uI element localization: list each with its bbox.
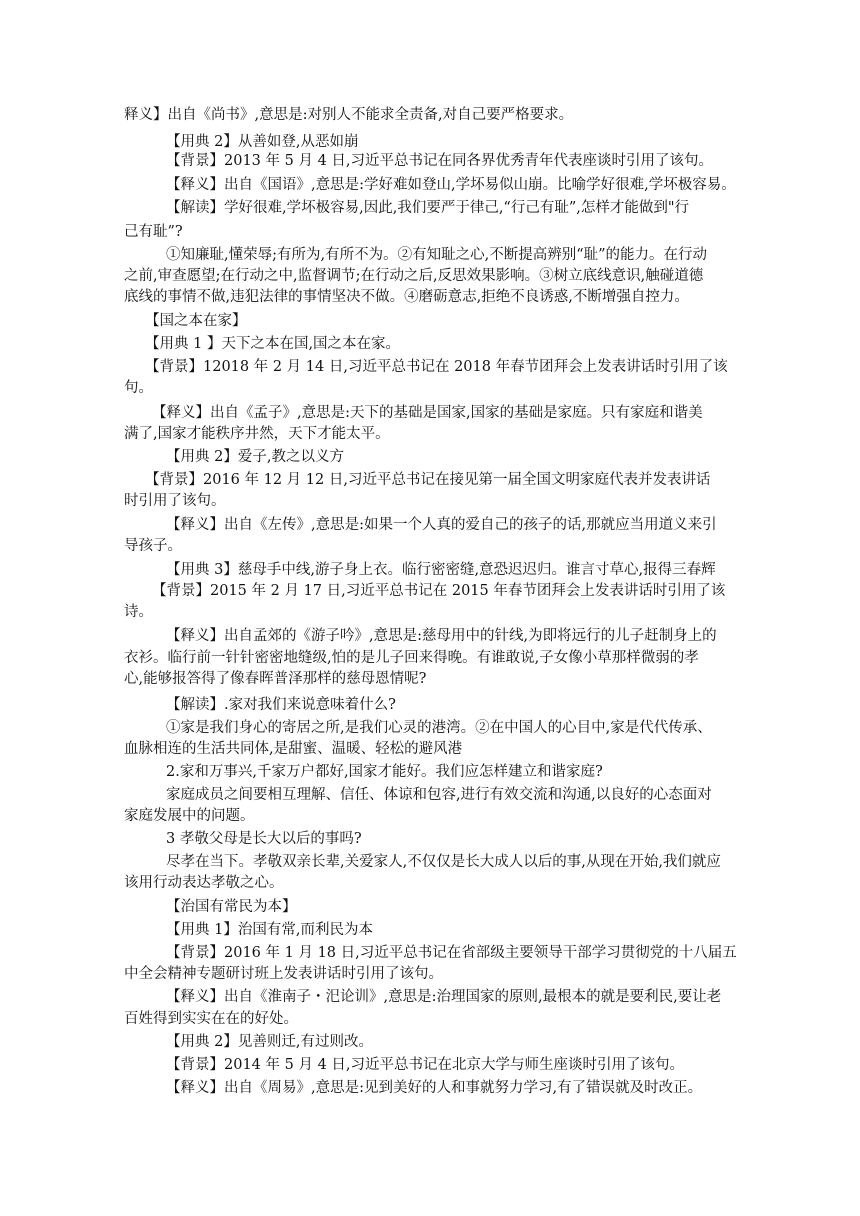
text-line: 【释义】出自《国语》,意思是:学好难如登山,学坏易似山崩。比喻学好很难,学坏极容易。 bbox=[166, 177, 736, 193]
text-line: 【用典 1 】天下之本在国,国之本在家。 bbox=[145, 336, 401, 352]
text-line: 血脉相连的生活共同体,是甜蜜、温暖、轻松的避风港 bbox=[124, 741, 463, 757]
text-line: 导孩子。 bbox=[124, 538, 182, 554]
text-line: 己有耻”? bbox=[124, 224, 183, 240]
text-line: 【解读】.家对我们来说意味着什么? bbox=[166, 697, 396, 713]
text-line: 【背景】2014 年 5 月 4 日,习近平总书记在北京大学与师生座谈时引用了该句。 bbox=[166, 1057, 685, 1073]
text-line: 中全会精神专题研讨班上发表讲话时引用了该句。 bbox=[124, 966, 443, 982]
text-line: ①家是我们身心的寄居之所,是我们心灵的港湾。②在中国人的心目中,家是代代传承、 bbox=[166, 720, 712, 736]
text-line: 【释义】出自孟郊的《游子吟》,意思是:慈母用中的针线,为即将远行的儿子赶制身上的 bbox=[166, 628, 717, 644]
text-line: ①知廉耻,懂荣辱;有所为,有所不为。②有知耻之心,不断提高辨别“耻”的能力。在行动 bbox=[166, 247, 708, 263]
text-line: 百姓得到实实在在的好处。 bbox=[124, 1011, 298, 1027]
text-line: 【用典 1】治国有常,而利民为本 bbox=[166, 922, 373, 938]
text-line: 【用典 2】见善则迁,有过则改。 bbox=[166, 1034, 373, 1050]
text-line: 尽孝在当下。孝敬双亲长辈,关爱家人,不仅仅是长大成人以后的事,从现在开始,我们就应 bbox=[166, 854, 721, 870]
text-line: 【释义】出自《周易》,意思是:见到美好的人和事就努力学习,有了错误就及时改正。 bbox=[166, 1080, 703, 1096]
text-line: 【背景】2013 年 5 月 4 日,习近平总书记在同各界优秀青年代表座谈时引用了该句。 bbox=[166, 153, 714, 169]
section-heading: 【国之本在家】 bbox=[145, 313, 247, 329]
text-line: 句。 bbox=[124, 380, 153, 396]
text-line: 家庭发展中的问题。 bbox=[124, 808, 255, 824]
text-line: 之前,审查愿望;在行动之中,监督调节;在行动之后,反思效果影响。③树立底线意识,触碰道德 bbox=[124, 268, 704, 284]
text-line: 【释义】出自《左传》,意思是:如果一个人真的爱自己的孩子的话,那就应当用道义来引 bbox=[166, 517, 717, 533]
text-line: 【解读】学好很难,学坏极容易,因此,我们要严于律己,“行己有耻”,怎样才能做到"行 bbox=[166, 200, 690, 216]
text-line: 2.家和万事兴,千家万户都好,国家才能好。我们应怎样建立和谐家庭? bbox=[166, 764, 603, 780]
text-line: 诗。 bbox=[124, 604, 153, 620]
text-line: 时引用了该句。 bbox=[124, 493, 226, 509]
text-line: 3 孝敬父母是长大以后的事吗? bbox=[166, 831, 362, 847]
text-line: 底线的事情不做,违犯法律的事情坚决不做。④磨砺意志,拒绝不良诱惑,不断增强自控力。 bbox=[124, 289, 689, 305]
text-line: 【背景】2015 年 2 月 17 日,习近平总书记在 2015 年春节团拜会上发表讲话时引用了该 bbox=[152, 583, 726, 599]
text-line: 【用典 2】爱子,教之以义方 bbox=[166, 449, 344, 465]
text-line: 满了,国家才能秩序井然，天下才能太平。 bbox=[124, 426, 390, 442]
text-line: 【用典 3】慈母手中线,游子身上衣。临行密密缝,意恐迟迟归。谁言寸草心,报得三春辉 bbox=[166, 562, 716, 578]
text-line: 【释义】出自《孟子》,意思是:天下的基础是国家,国家的基础是家庭。只有家庭和谐美 bbox=[152, 405, 703, 421]
text-line: 家庭成员之间要相互理解、信任、体谅和包容,进行有效交流和沟通,以良好的心态面对 bbox=[166, 787, 712, 803]
text-line: 【背景】12018 年 2 月 14 日,习近平总书记在 2018 年春节团拜会上发表讲话时引用了该 bbox=[145, 359, 728, 375]
text-line: 心,能够报答得了像春晖普泽那样的慈母恩情呢? bbox=[124, 671, 427, 687]
section-heading: 【治国有常民为本】 bbox=[166, 899, 297, 915]
text-line: 释义】出自《尚书》,意思是:对别人不能求全责备,对自己要严格要求。 bbox=[124, 107, 574, 123]
text-line: 【用典 2】从善如登,从恶如崩 bbox=[166, 134, 359, 150]
text-line: 该用行动表达孝敬之心。 bbox=[124, 875, 284, 891]
text-line: 衣衫。临行前一针针密密地缝级,怕的是儿子回来得晚。有谁敢说,子女像小草那样微弱的孝 bbox=[124, 650, 699, 666]
text-line: 【释义】出自《淮南子・汜论训》,意思是:治理国家的原则,最根本的就是要利民,要让老 bbox=[166, 989, 722, 1005]
text-line: 【背景】2016 年 12 月 12 日,习近平总书记在接见第一届全国文明家庭代表并发表讲话 bbox=[145, 472, 711, 488]
text-line: 【背景】2016 年 1 月 18 日,习近平总书记在省部级主要领导干部学习贯彻党的十八届五 bbox=[166, 945, 737, 961]
